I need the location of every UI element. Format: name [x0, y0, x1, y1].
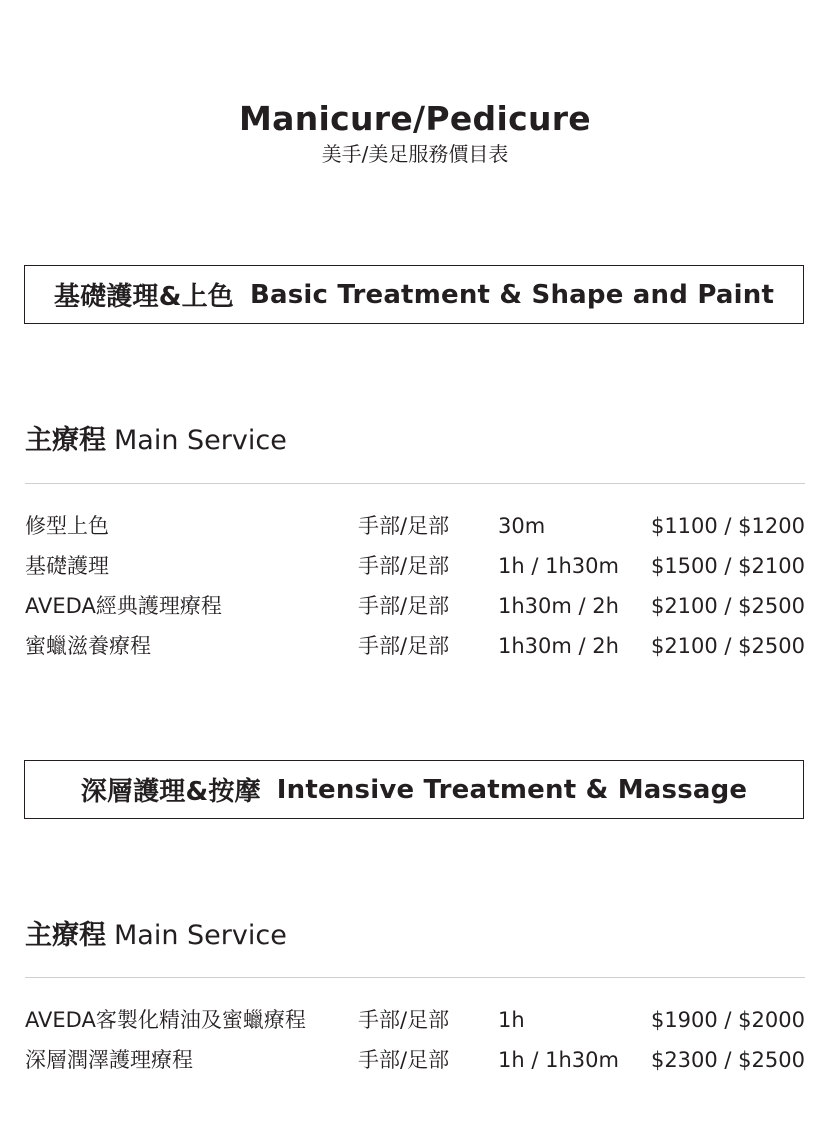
table-row — [25, 1040, 805, 1080]
service-price: $1900 / $2000 — [650, 1008, 805, 1032]
service-area: 手部/足部 — [358, 594, 450, 618]
service-duration: 1h — [498, 1008, 525, 1032]
service-name: 修型上色 — [25, 514, 109, 538]
section-title-basic-treatment — [24, 265, 804, 324]
service-duration: 1h / 1h30m — [498, 554, 619, 578]
sub-heading-zh: 主療程 — [25, 425, 106, 456]
page-header — [0, 98, 830, 168]
page-subtitle: 美手/美足服務價目表 — [321, 142, 509, 166]
section-title-en: Intensive Treatment & Massage — [276, 774, 748, 805]
service-name: 基礎護理 — [25, 554, 109, 578]
service-price: $2100 / $2500 — [650, 594, 805, 618]
service-duration: 30m — [498, 514, 546, 538]
table-row — [25, 626, 805, 666]
sub-heading-en: Main Service — [114, 920, 287, 951]
service-duration: 1h30m / 2h — [498, 634, 619, 658]
service-area: 手部/足部 — [358, 554, 450, 578]
service-name: 深層潤澤護理療程 — [25, 1048, 193, 1072]
service-duration: 1h30m / 2h — [498, 594, 619, 618]
service-area: 手部/足部 — [358, 1048, 450, 1072]
service-area: 手部/足部 — [358, 514, 450, 538]
service-price: $2100 / $2500 — [650, 634, 805, 658]
service-name: AVEDA客製化精油及蜜蠟療程 — [25, 1008, 306, 1032]
service-duration: 1h / 1h30m — [498, 1048, 619, 1072]
sub-heading-main-service — [25, 919, 287, 953]
service-price: $1100 / $1200 — [650, 514, 805, 538]
table-row — [25, 546, 805, 586]
divider — [25, 483, 805, 484]
section-title-zh: 基礎護理&上色 — [53, 282, 234, 312]
page-title: Manicure/Pedicure — [239, 99, 591, 138]
section-title-zh: 深層護理&按摩 — [80, 777, 261, 807]
sub-heading-en: Main Service — [114, 425, 287, 456]
service-area: 手部/足部 — [358, 634, 450, 658]
sub-heading-zh: 主療程 — [25, 920, 106, 951]
service-price: $2300 / $2500 — [650, 1048, 805, 1072]
service-list-intensive — [25, 1000, 805, 1080]
sub-heading-main-service — [25, 424, 287, 458]
divider — [25, 977, 805, 978]
service-name: AVEDA經典護理療程 — [25, 594, 222, 618]
service-name: 蜜蠟滋養療程 — [25, 634, 151, 658]
service-list-basic — [25, 506, 805, 666]
section-title-intensive-treatment — [24, 760, 804, 819]
service-price: $1500 / $2100 — [650, 554, 805, 578]
table-row — [25, 586, 805, 626]
section-title-en: Basic Treatment & Shape and Paint — [249, 279, 775, 310]
table-row — [25, 1000, 805, 1040]
service-area: 手部/足部 — [358, 1008, 450, 1032]
table-row — [25, 506, 805, 546]
